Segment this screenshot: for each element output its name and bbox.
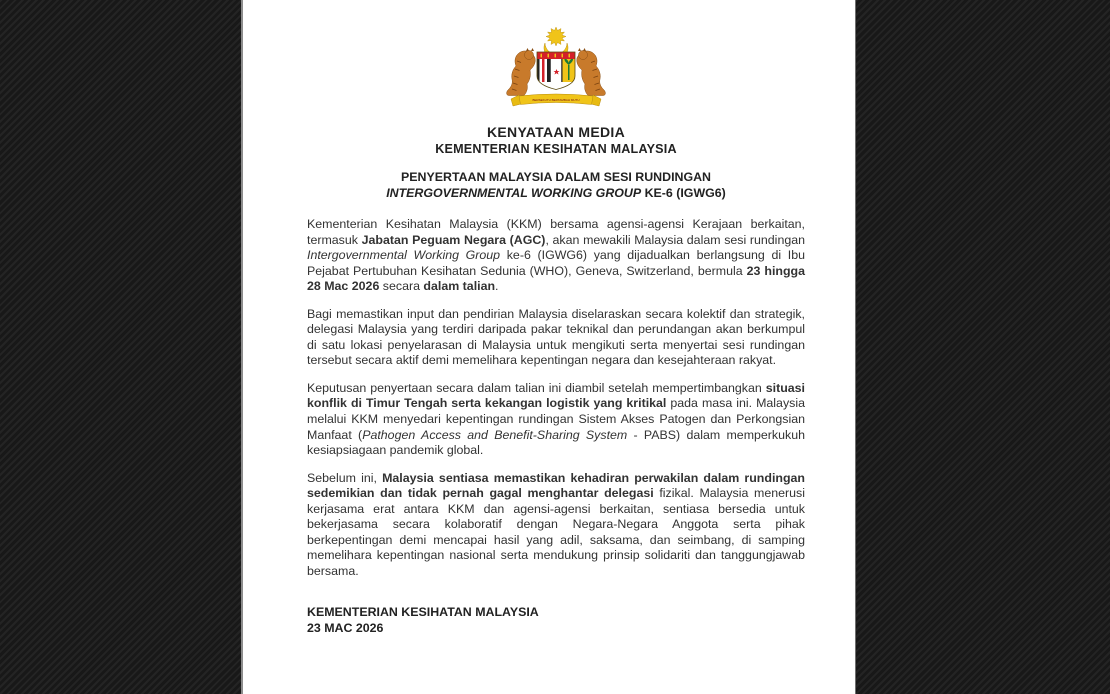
signature-ministry: KEMENTERIAN KESIHATAN MALAYSIA — [307, 605, 539, 620]
malaysia-coat-of-arms-icon — [491, 26, 621, 116]
press-release-title — [307, 170, 805, 201]
press-release-page — [241, 0, 856, 694]
shield-icon — [537, 52, 575, 90]
signature-block — [307, 604, 805, 636]
press-release-body — [307, 217, 805, 579]
ministry-name-header: KEMENTERIAN KESIHATAN MALAYSIA — [435, 142, 677, 156]
press-release-content — [243, 0, 855, 636]
paragraph-1: Kementerian Kesihatan Malaysia (KKM) bersama agensi-agensi Kerajaan berkaitan, termasuk Jabatan Peguam Negara (AGC), akan mewakili Malaysia dalam sesi rundingan Intergovernmental Working Group ke-6 (IGWG6) yang dijadualkan berlangsung di Ibu Pejabat Pertubuhan Kesihatan Sedunia (WHO), Geneva, Switzerland, bermula 23 hingga 28 Mac 2026 secara dalam talian. — [307, 217, 806, 294]
motto-ribbon-icon — [511, 94, 601, 106]
tiger-right-icon — [577, 48, 606, 96]
motto-text: BERSEKUTU BERTAMBAH MUTU — [532, 98, 580, 102]
press-release-label: KENYATAAN MEDIA — [486, 124, 626, 140]
tiger-left-icon — [507, 48, 536, 96]
paragraph-3: Keputusan penyertaan secara dalam talian ini diambil setelah mempertimbangkan situasi konflik di Timur Tengah serta kekangan logistik yang kritikal pada masa ini. Malaysia melalui KKM menyedari kepentingan rundingan Sistem Akses Patogen dan Perkongsian Manfaat (Pathogen Access and Benefit-Sharing System - PABS) dalam memperkukuh kesiapsiagaan pandemik global. — [307, 380, 805, 458]
signature-date: 23 MAC 2026 — [307, 621, 384, 636]
paragraph-4: Sebelum ini, Malaysia sentiasa memastikan kehadiran perwakilan dalam rundingan sedemikian dan tidak pernah gagal menghantar delegasi fizikal. Malaysia menerusi kerjasama erat antara KKM dan agensi-agensi berkaitan, sentiasa bersedia untuk bekerjasama secara kolaboratif dengan Negara-Negara Anggota serta pihak berkepentingan demi mencapai hasil yang adil, saksama, dan seimbang, di samping memelihara kepentingan nasional serta mendukung prinsip solidariti dan tanggungjawab bersama. — [307, 470, 805, 578]
federal-star-icon — [546, 27, 566, 46]
paragraph-2: Bagi memastikan input dan pendirian Malaysia diselaraskan secara kolektif dan strategik, delegasi Malaysia yang terdiri daripada pakar teknikal dan perundangan akan berkumpul di satu lokasi penyelarasan di Malaysia untuk mengikuti serta menyertai sesi rundingan tersebut secara aktif demi memelihara kepentingan negara dan kesejahteraan rakyat. — [307, 306, 805, 368]
title-line-1: PENYERTAAN MALAYSIA DALAM SESI RUNDINGAN — [400, 170, 711, 184]
title-line-2: INTERGOVERNMENTAL WORKING GROUP KE-6 (IGWG6) — [386, 185, 726, 200]
